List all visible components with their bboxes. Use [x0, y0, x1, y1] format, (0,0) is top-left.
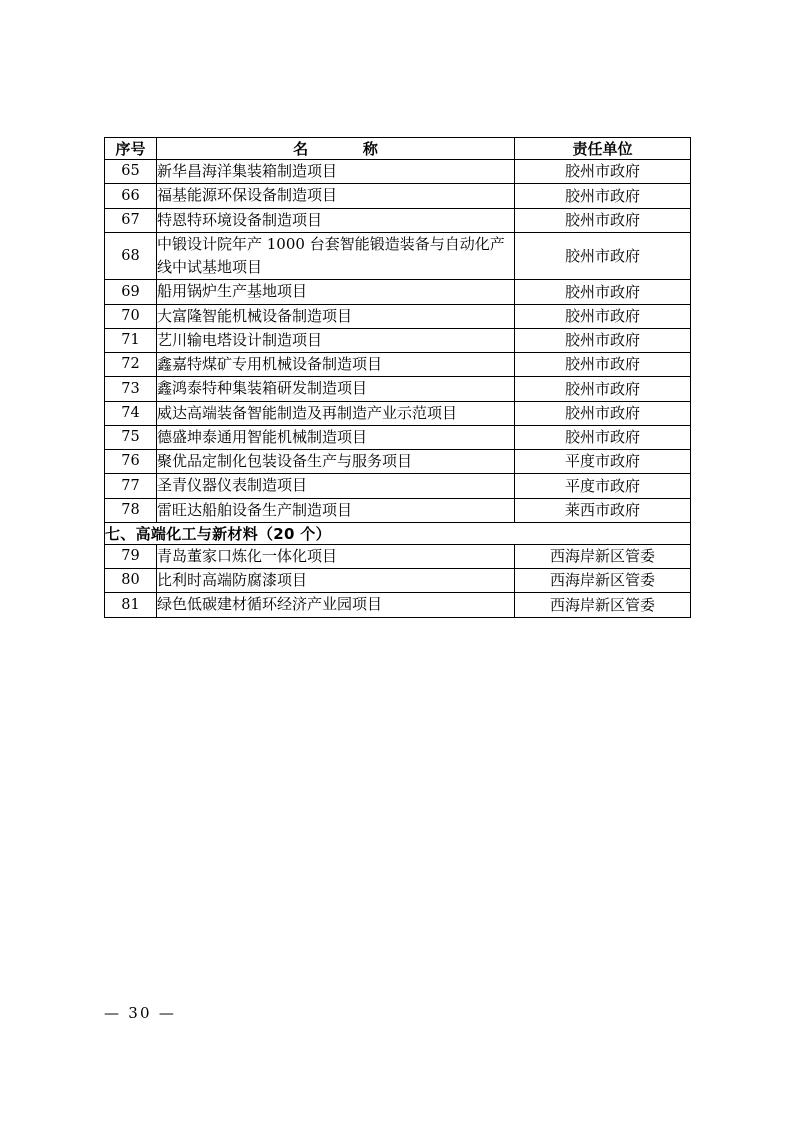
- table-row: [105, 160, 691, 184]
- row-name: 青岛董家口炼化一体化项目: [157, 544, 515, 568]
- row-name: 新华昌海洋集装箱制造项目: [157, 160, 515, 184]
- row-name: 鑫鸿泰特种集装箱研发制造项目: [157, 377, 515, 401]
- table-row: [105, 569, 691, 593]
- table-row: [105, 328, 691, 352]
- row-unit: 西海岸新区管委: [515, 544, 691, 568]
- row-name: 船用锅炉生产基地项目: [157, 280, 515, 304]
- row-unit: 胶州市政府: [515, 280, 691, 304]
- table-header-row: [105, 138, 691, 160]
- row-name: 鑫嘉特煤矿专用机械设备制造项目: [157, 353, 515, 377]
- row-index: 73: [105, 377, 157, 401]
- row-unit: 胶州市政府: [515, 353, 691, 377]
- section-header-row: [105, 522, 691, 544]
- column-header-unit: 责任单位: [515, 138, 691, 160]
- row-unit: 胶州市政府: [515, 425, 691, 449]
- row-name: 福基能源环保设备制造项目: [157, 184, 515, 208]
- row-name: 艺川输电塔设计制造项目: [157, 328, 515, 352]
- column-header-index: 序号: [105, 138, 157, 160]
- row-unit: 莱西市政府: [515, 498, 691, 522]
- table-row: [105, 280, 691, 304]
- row-name: 特恩特环境设备制造项目: [157, 208, 515, 232]
- row-index: 65: [105, 160, 157, 184]
- table-row: [105, 353, 691, 377]
- row-name: 绿色低碳建材循环经济产业园项目: [157, 593, 515, 617]
- row-unit: 胶州市政府: [515, 328, 691, 352]
- row-unit: 胶州市政府: [515, 232, 691, 280]
- row-unit: 胶州市政府: [515, 401, 691, 425]
- table-row: [105, 401, 691, 425]
- row-index: 66: [105, 184, 157, 208]
- row-index: 72: [105, 353, 157, 377]
- table-row: [105, 377, 691, 401]
- row-name: 圣青仪器仪表制造项目: [157, 474, 515, 498]
- table-row: [105, 498, 691, 522]
- row-name: 大富隆智能机械设备制造项目: [157, 304, 515, 328]
- table-row: [105, 232, 691, 280]
- row-name: 威达高端装备智能制造及再制造产业示范项目: [157, 401, 515, 425]
- row-unit: 平度市政府: [515, 474, 691, 498]
- row-index: 79: [105, 544, 157, 568]
- row-unit: 西海岸新区管委: [515, 569, 691, 593]
- table-row: [105, 208, 691, 232]
- project-table-container: [104, 137, 690, 618]
- row-unit: 胶州市政府: [515, 208, 691, 232]
- row-index: 78: [105, 498, 157, 522]
- row-index: 80: [105, 569, 157, 593]
- row-index: 75: [105, 425, 157, 449]
- row-index: 69: [105, 280, 157, 304]
- row-index: 81: [105, 593, 157, 617]
- row-unit: 胶州市政府: [515, 377, 691, 401]
- row-index: 67: [105, 208, 157, 232]
- row-index: 74: [105, 401, 157, 425]
- table-row: [105, 593, 691, 617]
- row-unit: 胶州市政府: [515, 304, 691, 328]
- row-index: 77: [105, 474, 157, 498]
- table-row: [105, 450, 691, 474]
- row-unit: 西海岸新区管委: [515, 593, 691, 617]
- row-name: 德盛坤泰通用智能机械制造项目: [157, 425, 515, 449]
- column-header-name: [157, 138, 515, 160]
- row-index: 76: [105, 450, 157, 474]
- row-name: 雷旺达船舶设备生产制造项目: [157, 498, 515, 522]
- row-index: 71: [105, 328, 157, 352]
- row-index: 68: [105, 232, 157, 280]
- table-body: [105, 138, 691, 618]
- project-table: [104, 137, 691, 618]
- page-number: — 30 —: [104, 1004, 177, 1022]
- table-row: [105, 304, 691, 328]
- row-unit: 平度市政府: [515, 450, 691, 474]
- section-title: 七、高端化工与新材料（20 个）: [105, 522, 691, 544]
- table-row: [105, 474, 691, 498]
- table-row: [105, 184, 691, 208]
- row-index: 70: [105, 304, 157, 328]
- table-row: [105, 544, 691, 568]
- row-name: 中锻设计院年产 1000 台套智能锻造装备与自动化产线中试基地项目: [157, 232, 515, 280]
- row-name: 聚优品定制化包装设备生产与服务项目: [157, 450, 515, 474]
- row-unit: 胶州市政府: [515, 160, 691, 184]
- table-row: [105, 425, 691, 449]
- row-name: 比利时高端防腐漆项目: [157, 569, 515, 593]
- row-unit: 胶州市政府: [515, 184, 691, 208]
- column-header-name-text: 名 称: [293, 140, 387, 158]
